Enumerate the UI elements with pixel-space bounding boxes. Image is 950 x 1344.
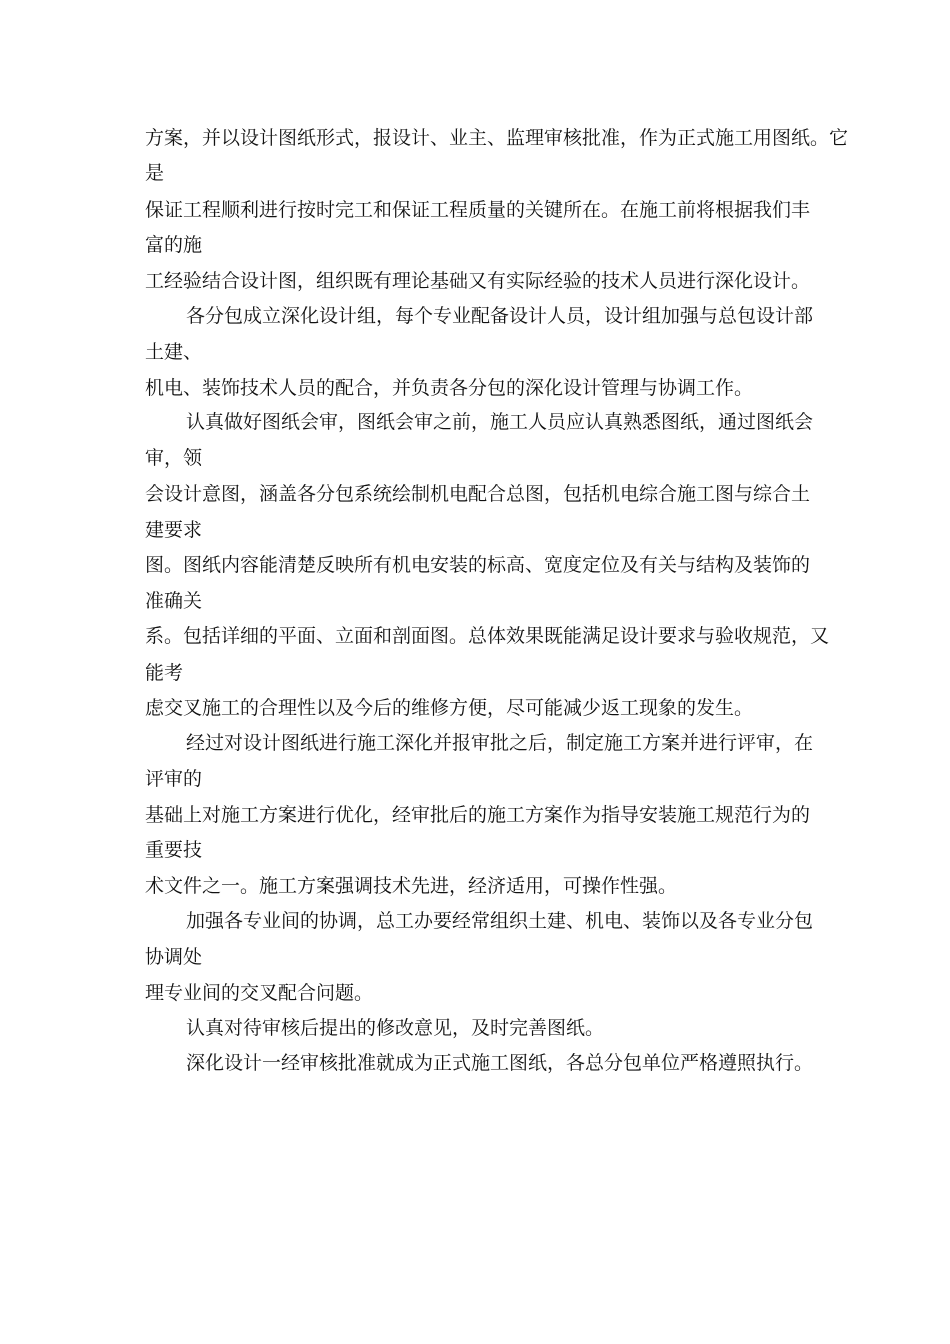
text-line: 是 (145, 162, 165, 184)
text-line: 审，领 (145, 447, 203, 469)
text-line: 术文件之一。施工方案强调技术先进，经济适用，可操作性强。 (145, 875, 678, 897)
text-line: 系。包括详细的平面、立面和剖面图。总体效果既能满足设计要求与验收规范，又 (145, 625, 830, 647)
text-line: 评审的 (145, 768, 203, 790)
text-line: 虑交叉施工的合理性以及今后的维修方便，尽可能减少返工现象的发生。 (145, 697, 754, 719)
paragraph-first-line: 认真做好图纸会审，图纸会审之前，施工人员应认真熟悉图纸，通过图纸会 (186, 411, 814, 433)
paragraph-first-line: 经过对设计图纸进行施工深化并报审批之后，制定施工方案并进行评审，在 (186, 732, 814, 754)
text-line: 理专业间的交叉配合问题。 (145, 982, 374, 1004)
text-line: 能考 (145, 662, 184, 684)
text-line: 会设计意图，涵盖各分包系统绘制机电配合总图，包括机电综合施工图与综合土 (145, 483, 811, 505)
text-line: 准确关 (145, 590, 203, 612)
text-line: 方案，并以设计图纸形式，报设计、业主、监理审核批准，作为正式施工用图纸。它 (145, 127, 849, 149)
text-line: 工经验结合设计图，组织既有理论基础又有实际经验的技术人员进行深化设计。 (145, 270, 811, 292)
text-line: 重要技 (145, 839, 203, 861)
text-line: 土建、 (145, 341, 203, 363)
paragraph-first-line: 深化设计一经审核批准就成为正式施工图纸，各总分包单位严格遵照执行。 (186, 1052, 814, 1074)
paragraph-first-line: 各分包成立深化设计组，每个专业配备设计人员，设计组加强与总包设计部 (186, 305, 814, 327)
text-line: 富的施 (145, 234, 203, 256)
text-line: 协调处 (145, 946, 203, 968)
text-line: 建要求 (145, 519, 203, 541)
text-line: 保证工程顺利进行按时完工和保证工程质量的关键所在。在施工前将根据我们丰 (145, 199, 811, 221)
text-line: 图。图纸内容能清楚反映所有机电安装的标高、宽度定位及有关与结构及装饰的 (145, 554, 811, 576)
paragraph-first-line: 认真对待审核后提出的修改意见，及时完善图纸。 (186, 1017, 605, 1039)
paragraph-first-line: 加强各专业间的协调，总工办要经常组织土建、机电、装饰以及各专业分包 (186, 910, 814, 932)
text-line: 基础上对施工方案进行优化，经审批后的施工方案作为指导安装施工规范行为的 (145, 804, 811, 826)
text-line: 机电、装饰技术人员的配合，并负责各分包的深化设计管理与协调工作。 (145, 377, 754, 399)
